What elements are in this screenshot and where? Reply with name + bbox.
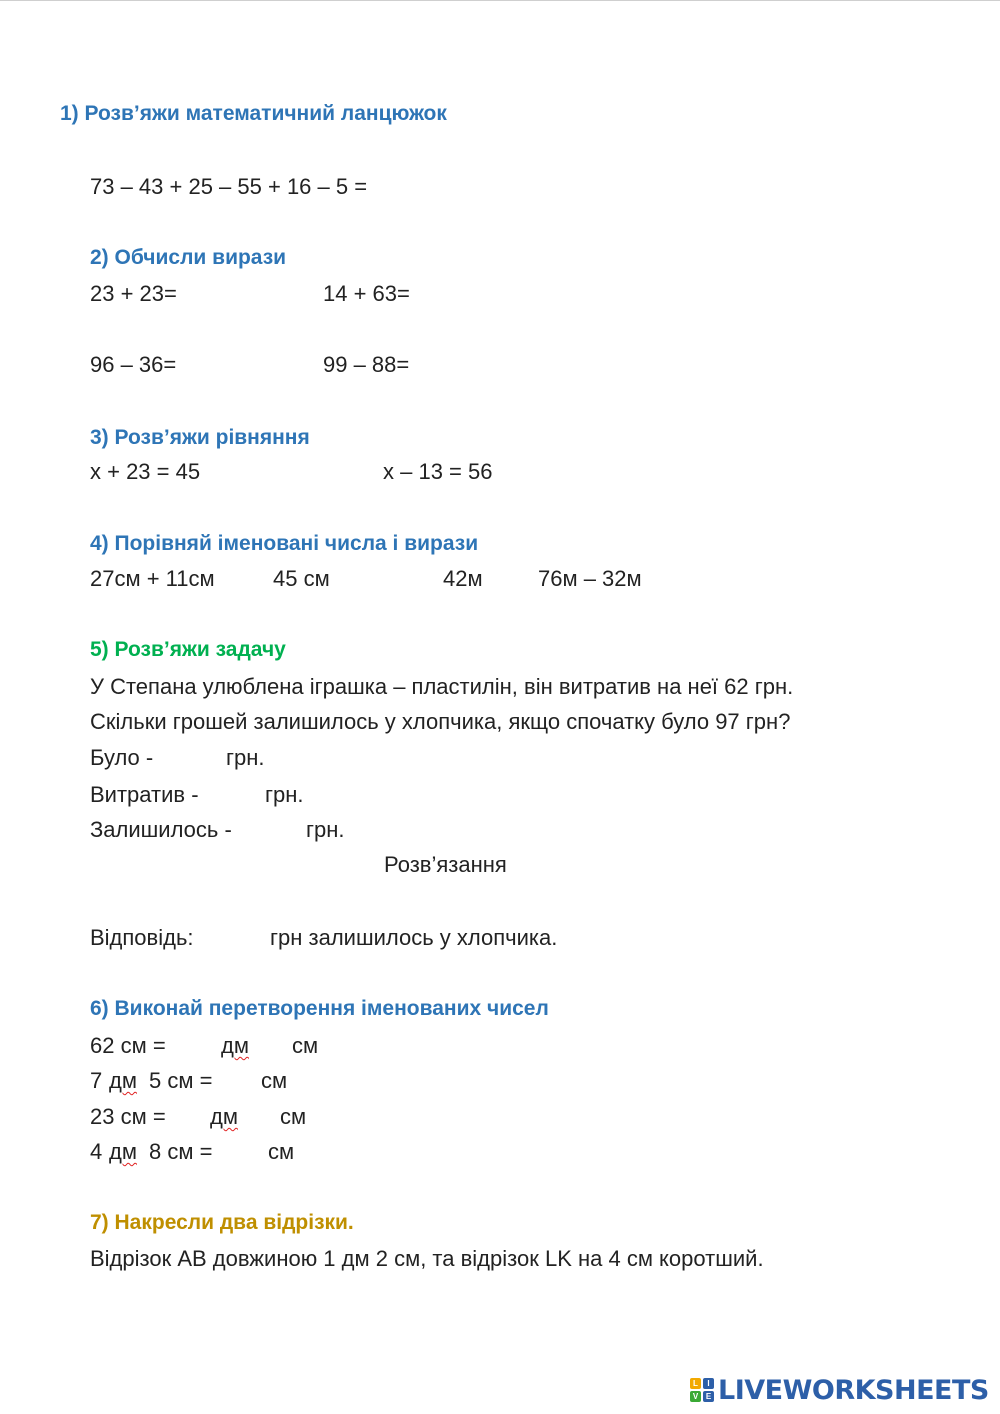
logo-letter-v: V [690, 1391, 701, 1402]
page-top-border [0, 0, 1000, 1]
section-6-title: 6) Виконай перетворення іменованих чисел [90, 997, 549, 1020]
liveworksheets-logo [690, 1376, 989, 1404]
compare-right-1: 45 см [273, 566, 330, 591]
expression-3: 96 – 36= [90, 352, 177, 377]
conversion-3-dm: дм [210, 1104, 238, 1129]
conversion-1-dm: дм [221, 1033, 249, 1058]
logo-letter-e: E [703, 1391, 714, 1402]
section-3-title: 3) Розв’яжи рівняння [90, 426, 310, 449]
conversion-3-cm: см [280, 1104, 307, 1129]
expression-4: 99 – 88= [323, 352, 410, 377]
logo-text: LIVEWORKSHEETS [718, 1374, 989, 1406]
answer-label: Відповідь: [90, 925, 194, 950]
task-text-line-2: Скільки грошей залишилось у хлопчика, якщо спочатку було 97 грн? [90, 709, 791, 734]
logo-letter-l: L [690, 1378, 701, 1389]
compare-left-2: 42м [443, 566, 483, 591]
left-unit: грн. [306, 817, 345, 842]
logo-letter-i: I [703, 1378, 714, 1389]
conversion-2-left: 5 см = [149, 1068, 213, 1093]
logo-icon [690, 1378, 714, 1402]
conversion-2-cm: см [261, 1068, 288, 1093]
equation-2: x – 13 = 56 [383, 459, 493, 484]
was-label: Було - [90, 745, 154, 770]
conversion-4-left: 8 см = [149, 1139, 213, 1164]
equation-1: x + 23 = 45 [90, 459, 201, 484]
segment-task-text: Відрізок АВ довжиною 1 дм 2 см, та відрізок LK на 4 см коротший. [90, 1246, 764, 1271]
section-5-title: 5) Розв’яжи задачу [90, 638, 286, 661]
section-1-title: 1) Розв’яжи математичний ланцюжок [60, 102, 447, 125]
section-7-title: 7) Накресли два відрізки. [90, 1211, 354, 1234]
task-text-line-1: У Степана улюблена іграшка – пластилін, він витратив на неї 62 грн. [90, 674, 794, 699]
conversion-2-num: 7 [90, 1068, 103, 1093]
compare-left-1: 27см + 11см [90, 566, 215, 591]
conversion-1-cm: см [292, 1033, 319, 1058]
conversion-1-left: 62 см = [90, 1033, 166, 1058]
compare-right-2: 76м – 32м [538, 566, 642, 591]
conversion-4-dm: дм [109, 1139, 137, 1164]
expression-1: 23 + 23= [90, 281, 177, 306]
answer-text: грн залишилось у хлопчика. [270, 925, 558, 950]
conversion-2-dm: дм [109, 1068, 137, 1093]
solution-heading: Розв’язання [384, 852, 507, 877]
conversion-3-left: 23 см = [90, 1104, 166, 1129]
conversion-4-cm: см [268, 1139, 295, 1164]
left-label: Залишилось - [90, 817, 232, 842]
expression-2: 14 + 63= [323, 281, 410, 306]
spent-unit: грн. [265, 782, 304, 807]
section-4-title: 4) Порівняй іменовані числа і вирази [90, 532, 479, 555]
spent-label: Витратив - [90, 782, 199, 807]
was-unit: грн. [226, 745, 265, 770]
section-2-title: 2) Обчисли вирази [90, 246, 287, 269]
math-chain: 73 – 43 + 25 – 55 + 16 – 5 = [90, 174, 368, 199]
conversion-4-num: 4 [90, 1139, 103, 1164]
